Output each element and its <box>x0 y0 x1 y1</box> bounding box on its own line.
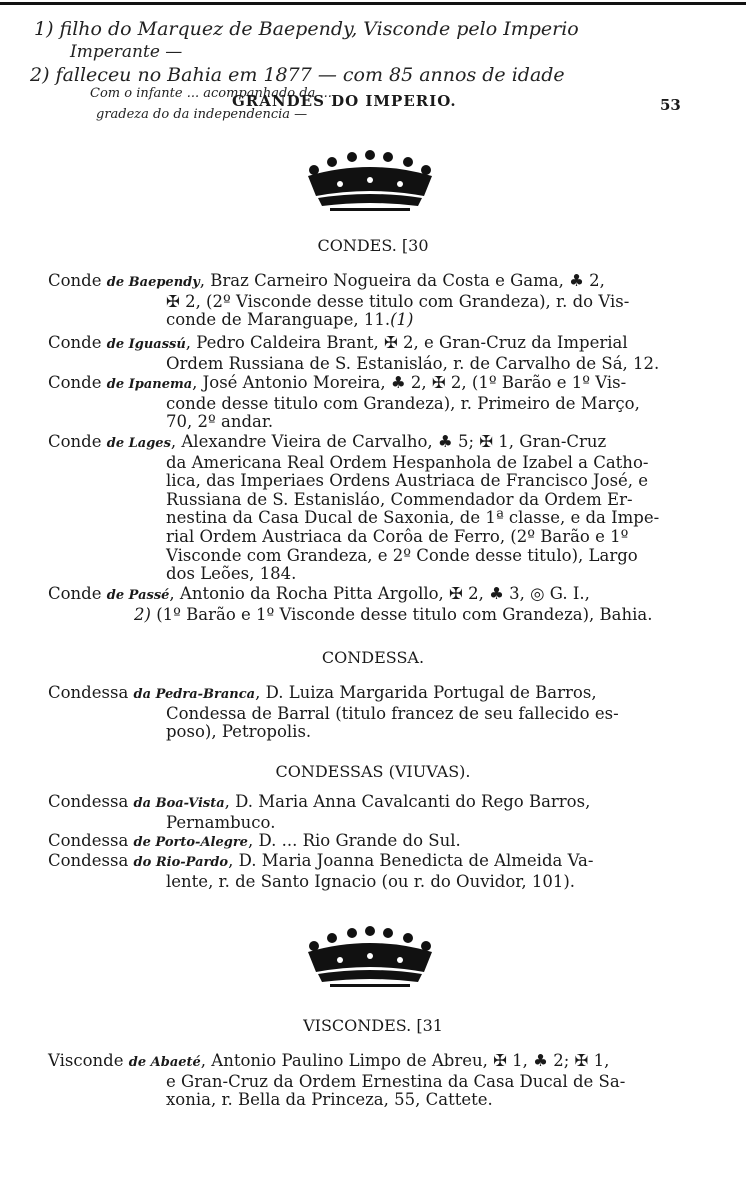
entry-rank: Conde <box>48 271 102 290</box>
entry-text-line: , Alexandre Vieira de Carvalho, ♣ 5; ✠ 1, Gran-Cruz <box>170 432 607 451</box>
handwritten-marginal-note: 2) <box>134 604 151 624</box>
entry-text-line: lica, das Imperiaes Ordens Austriaca de Francisco José, e <box>166 471 649 491</box>
running-header: GRANDES DO IMPERIO. <box>232 92 457 110</box>
entry-passe <box>48 585 688 624</box>
entry-text-line: , D. ... Rio Grande do Sul. <box>247 831 461 850</box>
entry-text-line: , D. Maria Anna Cavalcanti do Rego Barros, <box>224 792 591 811</box>
entry-text-line: da Americana Real Ordem Hespanhola de Izabel a Catho- <box>166 452 649 472</box>
entry-text-line: (1º Barão e 1º Visconde desse titulo com Grandeza), Bahia. <box>156 604 653 624</box>
entry-text-line: Ordem Russiana de S. Estanisláo, r. de Carvalho de Sá, 12. <box>166 353 660 373</box>
handwritten-note-line-2: Imperante — <box>70 42 183 62</box>
entry-abaete <box>48 1052 688 1110</box>
entry-rank: Condessa <box>48 683 129 702</box>
entry-text-line: ✠ 2, (2º Visconde desse titulo com Grandeza), r. do Vis- <box>166 291 630 311</box>
entry-rank: Conde <box>48 432 102 451</box>
entry-rank: Condessa <box>48 792 129 811</box>
entry-title: da Pedra-Branca <box>133 687 256 702</box>
entry-title: de Ipanema <box>106 377 193 392</box>
entry-text-line: , Braz Carneiro Nogueira da Costa e Gama, ♣ 2, <box>199 271 605 290</box>
entry-boa-vista <box>48 793 688 832</box>
entry-text-line: , Pedro Caldeira Brant, ✠ 2, e Gran-Cruz da Imperial <box>185 333 628 352</box>
entry-title: de Porto-Alegre <box>133 835 248 850</box>
entry-ipanema <box>48 374 688 432</box>
handwritten-note-line-1: 1) filho do Marquez de Baependy, Visconde pelo Imperio <box>34 18 579 40</box>
entry-rank: Visconde <box>48 1051 124 1070</box>
entry-rio-pardo <box>48 852 688 891</box>
entry-text-line: e Gran-Cruz da Ordem Ernestina da Casa Ducal de Sa- <box>166 1071 626 1091</box>
entry-rank: Condessa <box>48 831 129 850</box>
entry-text-line: , Antonio Paulino Limpo de Abreu, ✠ 1, ♣ 2; ✠ 1, <box>200 1051 610 1070</box>
entry-text-line: Pernambuco. <box>166 812 276 832</box>
entry-baependy <box>48 272 688 330</box>
entry-text-line: rial Ordem Austriaca da Corôa de Ferro, (2º Barão e 1º <box>166 526 629 546</box>
entry-text-line: dos Leões, 184. <box>166 564 297 584</box>
entry-text-line: Condessa de Barral (titulo francez de seu fallecido es- <box>166 703 619 723</box>
entry-porto-alegre <box>48 832 688 853</box>
handwritten-note-line-5: gradeza do da independencia — <box>96 107 308 122</box>
entry-text-line: , Antonio da Rocha Pitta Argollo, ✠ 2, ♣ 3, ◎ G. I., <box>169 584 590 603</box>
section-heading-condessa: CONDESSA. <box>321 648 425 667</box>
handwritten-note-line-4: Com o infante ... acompanhado da ... <box>90 86 332 101</box>
top-rule <box>0 2 746 5</box>
entry-text-line: 70, 2º andar. <box>166 412 274 432</box>
entry-rank: Condessa <box>48 851 129 870</box>
section-heading-condes: CONDES. [30 <box>317 236 429 255</box>
entry-iguassu <box>48 334 688 373</box>
entry-title: de Abaeté <box>128 1055 201 1070</box>
entry-title: da Boa-Vista <box>133 796 225 811</box>
page-number: 53 <box>660 96 681 114</box>
entry-rank: Conde <box>48 333 102 352</box>
entry-text-line: nestina da Casa Ducal de Saxonia, de 1ª classe, e da Impe- <box>166 508 660 528</box>
entry-text-line: conde desse titulo com Grandeza), r. Primeiro de Março, <box>166 393 640 413</box>
entry-text-line: lente, r. de Santo Ignacio (ou r. do Ouvidor, 101). <box>166 871 576 891</box>
entry-lages <box>48 433 688 584</box>
entry-title: de Passé <box>106 588 170 603</box>
entry-text-line: Russiana de S. Estanisláo, Commendador da Ordem Er- <box>166 489 633 509</box>
section-heading-condessas-viuvas: CONDESSAS (VIUVAS). <box>275 762 471 781</box>
entry-text-line: conde de Maranguape, 11. <box>166 310 391 330</box>
crown-icon <box>300 926 440 990</box>
section-heading-viscondes: VISCONDES. [31 <box>303 1016 443 1035</box>
entry-rank: Conde <box>48 373 102 392</box>
entry-text-line: xonia, r. Bella da Princeza, 55, Cattete. <box>166 1090 493 1110</box>
entry-title: do Rio-Pardo <box>133 855 229 870</box>
entry-text-line: , D. Maria Joanna Benedicta de Almeida Va- <box>228 851 594 870</box>
handwritten-note-line-3: 2) falleceu no Bahia em 1877 — com 85 annos de idade <box>30 64 565 86</box>
entry-text-line: , José Antonio Moreira, ♣ 2, ✠ 2, (1º Barão e 1º Vis- <box>192 373 627 392</box>
handwritten-marginal-note: (1) <box>390 310 414 330</box>
entry-rank: Conde <box>48 584 102 603</box>
entry-pedra-branca <box>48 684 688 742</box>
entry-title: de Iguassú <box>106 337 186 352</box>
crown-icon <box>300 150 440 214</box>
entry-title: de Baependy <box>106 275 200 290</box>
entry-text-line: poso), Petropolis. <box>166 722 312 742</box>
entry-text-line: , D. Luiza Margarida Portugal de Barros, <box>255 683 597 702</box>
entry-text-line: Visconde com Grandeza, e 2º Conde desse titulo), Largo <box>166 545 638 565</box>
entry-title: de Lages <box>106 436 171 451</box>
